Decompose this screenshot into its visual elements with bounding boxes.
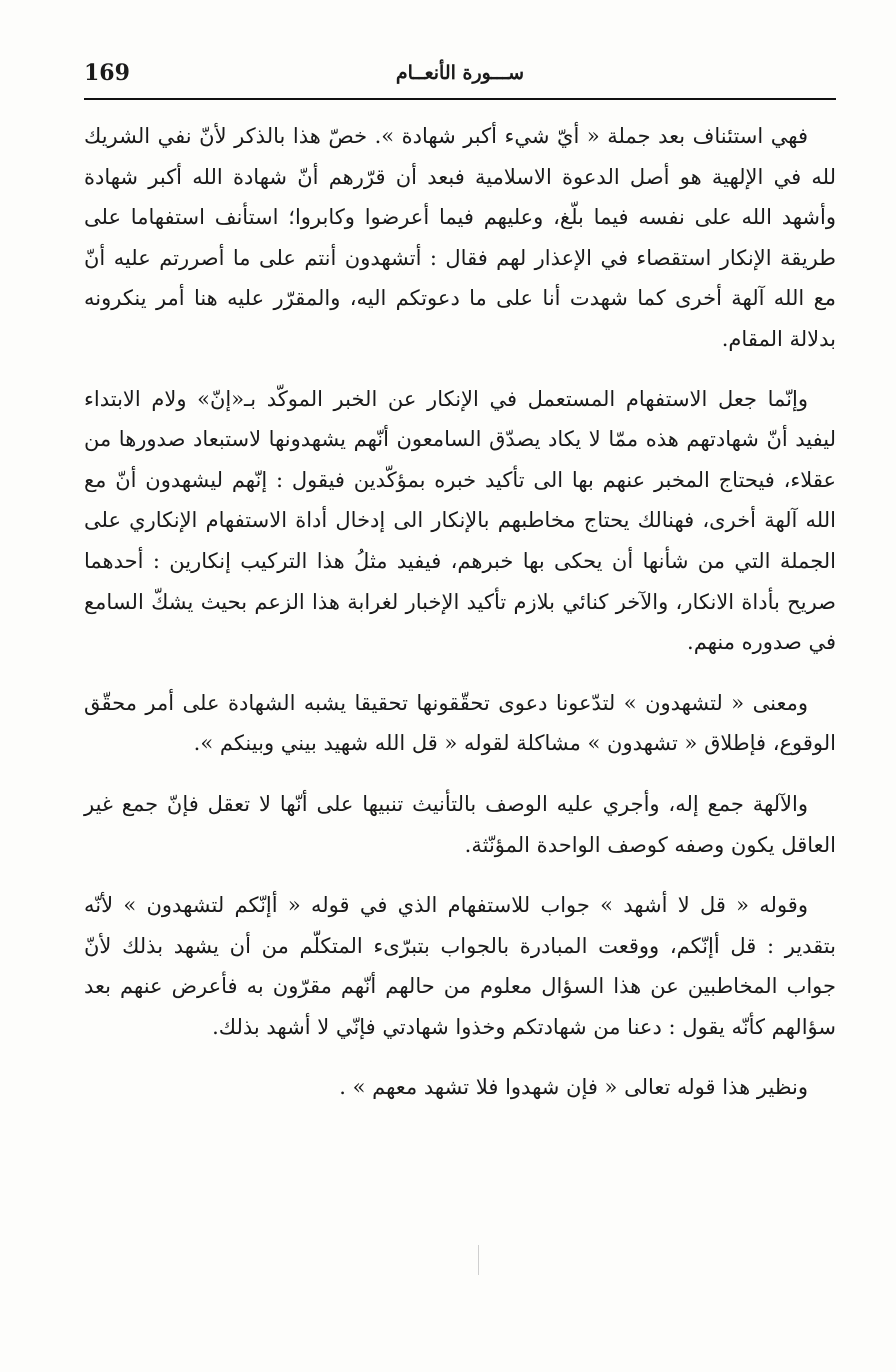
paragraph: وإنّما جعل الاستفهام المستعمل في الإنكار عن الخبر الموكّد بـ«إنّ» ولام الابتداء ليفيد أنّ شهادتهم هذه ممّا لا يكاد يصدّق السامعون أنّهم يشهدونها لاستبعاد صدورها من عقلاء، فيحتاج المخبر عنهم بها الى تأكيد خبره بمؤكّدين فيقول : إنّهم ليشهدون أنّ مع الله آلهة أخرى، فهنالك يحتاج مخاطبهم بالإنكار الى إدخال أداة الاستفهام الإنكاري على الجملة التي من شأنها أن يحكى بها خبرهم، فيفيد مثلُ هذا التركيب إنكارين : أحدهما صريح بأداة الانكار، والآخر كنائي بلازم تأكيد الإخبار لغرابة هذا الزعم بحيث يشكّ السامع في صدوره منهم. xyxy=(84,386,836,655)
page-body xyxy=(84,116,836,1108)
header-rule xyxy=(84,98,836,100)
paragraph: ومعنى « لتشهدون » لتدّعونا دعوى تحقّقونها تحقيقا يشبه الشهادة على أمر محقّق الوقوع، فإطلاق « تشهدون » مشاكلة لقوله « قل الله شهيد بيني وبينكم ». xyxy=(84,690,836,756)
paragraph: فهي استئناف بعد جملة « أيّ شيء أكبر شهادة ». خصّ هذا بالذكر لأنّ نفي الشريك لله في الإلهية هو أصل الدعوة الاسلامية فبعد أن قرّرهم أنّ شهادة الله أكبر شهادة وأشهد الله على نفسه فيما بلّغ، وعليهم فيما أعرضوا وكابروا؛ استأنف استفهاما على طريقة الإنكار استقصاء في الإعذار لهم فقال : أتشهدون أنتم على ما أصررتم عليه أنّ مع الله آلهة أخرى كما شهدت أنا على ما دعوتكم اليه، والمقرّر عليه هنا أمر ينكرونه بدلالة المقام. xyxy=(84,124,836,351)
paragraph: ونظير هذا قوله تعالى « فإن شهدوا فلا تشهد معهم » . xyxy=(339,1075,808,1100)
page-header xyxy=(84,60,836,100)
scan-margin-line xyxy=(478,1245,479,1275)
paragraph: وقوله « قل لا أشهد » جواب للاستفهام الذي في قوله « أإنّكم لتشهدون » لأنّه بتقدير : قل أإنّكم، ووقعت المبادرة بالجواب بتبرّىء المتكلّم من أن يشهد بذلك لأنّ جواب المخاطبين عن هذا السؤال معلوم من حالهم أنّهم مقرّون به فأعرض عنهم بعد سؤالهم كأنّه يقول : دعنا من شهادتكم وخذوا شهادتي فإنّي لا أشهد بذلك. xyxy=(84,893,836,1039)
paragraph: والآلهة جمع إله، وأجري عليه الوصف بالتأنيث تنبيها على أنّها لا تعقل فإنّ جمع غير العاقل يكون وصفه كوصف الواحدة المؤنّثة. xyxy=(84,791,836,857)
page-number: 169 xyxy=(84,60,130,86)
running-title: ســـورة الأنعــام xyxy=(395,62,525,84)
